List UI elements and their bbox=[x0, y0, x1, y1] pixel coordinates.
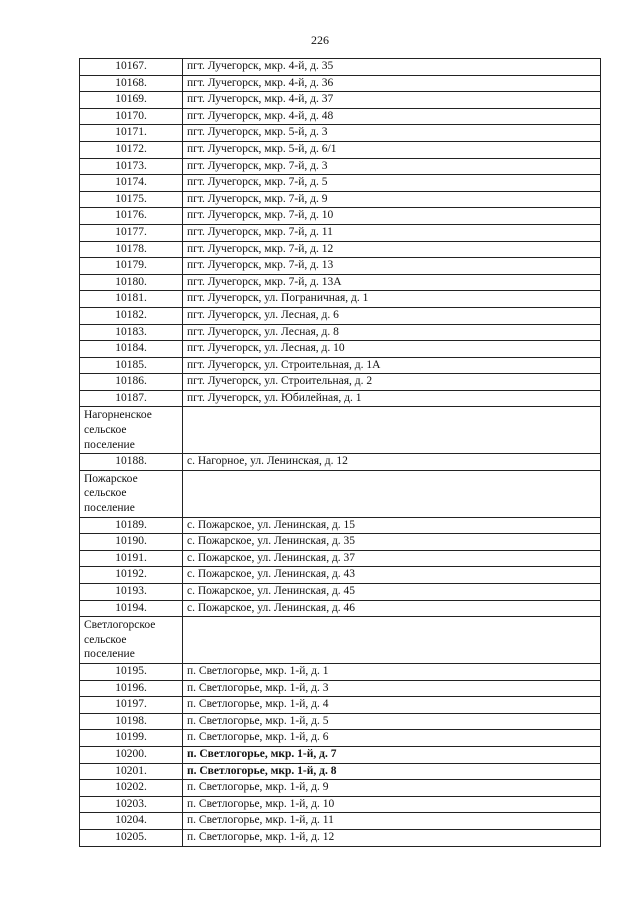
entry-number: 10192. bbox=[80, 567, 183, 584]
entry-address: пгт. Лучегорск, мкр. 4-й, д. 36 bbox=[183, 75, 601, 92]
entry-number: 10179. bbox=[80, 258, 183, 275]
entry-number: 10168. bbox=[80, 75, 183, 92]
entry-number: 10190. bbox=[80, 534, 183, 551]
section-empty-cell bbox=[183, 407, 601, 454]
entry-address: п. Светлогорье, мкр. 1-й, д. 3 bbox=[183, 680, 601, 697]
entry-address: п. Светлогорье, мкр. 1-й, д. 1 bbox=[183, 663, 601, 680]
entry-address: пгт. Лучегорск, ул. Строительная, д. 2 bbox=[183, 374, 601, 391]
table-row bbox=[80, 108, 601, 125]
entry-number: 10189. bbox=[80, 517, 183, 534]
section-title: Светлогорское сельское поселение bbox=[80, 617, 183, 664]
entry-number: 10178. bbox=[80, 241, 183, 258]
entry-number: 10177. bbox=[80, 224, 183, 241]
table-row bbox=[80, 75, 601, 92]
table-row bbox=[80, 92, 601, 109]
entry-number: 10174. bbox=[80, 175, 183, 192]
table-row bbox=[80, 224, 601, 241]
entry-address: пгт. Лучегорск, мкр. 7-й, д. 5 bbox=[183, 175, 601, 192]
entry-number: 10201. bbox=[80, 763, 183, 780]
entry-address: пгт. Лучегорск, ул. Лесная, д. 6 bbox=[183, 307, 601, 324]
table-row bbox=[80, 175, 601, 192]
entry-number: 10171. bbox=[80, 125, 183, 142]
entry-number: 10199. bbox=[80, 730, 183, 747]
table-row bbox=[80, 534, 601, 551]
address-table bbox=[79, 58, 601, 847]
table-row bbox=[80, 191, 601, 208]
entry-address: п. Светлогорье, мкр. 1-й, д. 5 bbox=[183, 713, 601, 730]
table-row bbox=[80, 59, 601, 76]
entry-address: п. Светлогорье, мкр. 1-й, д. 9 bbox=[183, 780, 601, 797]
entry-address: пгт. Лучегорск, ул. Строительная, д. 1А bbox=[183, 357, 601, 374]
table-row bbox=[80, 730, 601, 747]
entry-address: с. Пожарское, ул. Ленинская, д. 15 bbox=[183, 517, 601, 534]
entry-address: п. Светлогорье, мкр. 1-й, д. 6 bbox=[183, 730, 601, 747]
table-row bbox=[80, 454, 601, 471]
entry-address: п. Светлогорье, мкр. 1-й, д. 11 bbox=[183, 813, 601, 830]
entry-number: 10198. bbox=[80, 713, 183, 730]
table-row bbox=[80, 600, 601, 617]
section-title: Пожарское сельское поселение bbox=[80, 470, 183, 517]
table-row bbox=[80, 241, 601, 258]
entry-address: пгт. Лучегорск, мкр. 7-й, д. 3 bbox=[183, 158, 601, 175]
section-row bbox=[80, 617, 601, 664]
entry-number: 10172. bbox=[80, 141, 183, 158]
table-row bbox=[80, 141, 601, 158]
table-row bbox=[80, 341, 601, 358]
section-empty-cell bbox=[183, 470, 601, 517]
table-row bbox=[80, 584, 601, 601]
entry-address: п. Светлогорье, мкр. 1-й, д. 8 bbox=[183, 763, 601, 780]
entry-address: пгт. Лучегорск, мкр. 7-й, д. 9 bbox=[183, 191, 601, 208]
entry-number: 10169. bbox=[80, 92, 183, 109]
table-row bbox=[80, 258, 601, 275]
entry-address: пгт. Лучегорск, мкр. 5-й, д. 3 bbox=[183, 125, 601, 142]
entry-number: 10204. bbox=[80, 813, 183, 830]
table-row bbox=[80, 567, 601, 584]
section-title: Нагорненское сельское поселение bbox=[80, 407, 183, 454]
entry-address: п. Светлогорье, мкр. 1-й, д. 7 bbox=[183, 746, 601, 763]
table-row bbox=[80, 550, 601, 567]
table-row bbox=[80, 813, 601, 830]
entry-address: с. Пожарское, ул. Ленинская, д. 37 bbox=[183, 550, 601, 567]
entry-address: пгт. Лучегорск, мкр. 7-й, д. 13А bbox=[183, 274, 601, 291]
table-row bbox=[80, 763, 601, 780]
table-row bbox=[80, 374, 601, 391]
table-row bbox=[80, 291, 601, 308]
entry-address: п. Светлогорье, мкр. 1-й, д. 10 bbox=[183, 796, 601, 813]
entry-address: пгт. Лучегорск, мкр. 5-й, д. 6/1 bbox=[183, 141, 601, 158]
entry-number: 10183. bbox=[80, 324, 183, 341]
entry-address: с. Пожарское, ул. Ленинская, д. 45 bbox=[183, 584, 601, 601]
entry-address: п. Светлогорье, мкр. 1-й, д. 4 bbox=[183, 697, 601, 714]
entry-address: пгт. Лучегорск, мкр. 7-й, д. 11 bbox=[183, 224, 601, 241]
entry-number: 10170. bbox=[80, 108, 183, 125]
table-row bbox=[80, 357, 601, 374]
section-row bbox=[80, 407, 601, 454]
entry-address: пгт. Лучегорск, ул. Юбилейная, д. 1 bbox=[183, 390, 601, 407]
entry-number: 10200. bbox=[80, 746, 183, 763]
entry-number: 10175. bbox=[80, 191, 183, 208]
entry-number: 10195. bbox=[80, 663, 183, 680]
entry-number: 10186. bbox=[80, 374, 183, 391]
entry-number: 10205. bbox=[80, 829, 183, 846]
entry-address: с. Пожарское, ул. Ленинская, д. 35 bbox=[183, 534, 601, 551]
entry-number: 10181. bbox=[80, 291, 183, 308]
entry-number: 10191. bbox=[80, 550, 183, 567]
table-row bbox=[80, 663, 601, 680]
table-row bbox=[80, 390, 601, 407]
section-row bbox=[80, 470, 601, 517]
table-row bbox=[80, 697, 601, 714]
address-table-body bbox=[80, 59, 601, 847]
table-row bbox=[80, 746, 601, 763]
entry-address: пгт. Лучегорск, ул. Лесная, д. 8 bbox=[183, 324, 601, 341]
entry-number: 10176. bbox=[80, 208, 183, 225]
entry-address: пгт. Лучегорск, мкр. 7-й, д. 10 bbox=[183, 208, 601, 225]
entry-number: 10182. bbox=[80, 307, 183, 324]
entry-number: 10167. bbox=[80, 59, 183, 76]
table-row bbox=[80, 158, 601, 175]
entry-number: 10185. bbox=[80, 357, 183, 374]
table-row bbox=[80, 125, 601, 142]
table-row bbox=[80, 324, 601, 341]
entry-number: 10196. bbox=[80, 680, 183, 697]
entry-number: 10197. bbox=[80, 697, 183, 714]
entry-number: 10173. bbox=[80, 158, 183, 175]
table-row bbox=[80, 680, 601, 697]
entry-address: с. Пожарское, ул. Ленинская, д. 43 bbox=[183, 567, 601, 584]
entry-number: 10180. bbox=[80, 274, 183, 291]
table-row bbox=[80, 307, 601, 324]
entry-number: 10184. bbox=[80, 341, 183, 358]
table-row bbox=[80, 780, 601, 797]
entry-address: пгт. Лучегорск, мкр. 4-й, д. 48 bbox=[183, 108, 601, 125]
entry-number: 10188. bbox=[80, 454, 183, 471]
entry-number: 10203. bbox=[80, 796, 183, 813]
page-number: 226 bbox=[311, 33, 329, 47]
entry-address: п. Светлогорье, мкр. 1-й, д. 12 bbox=[183, 829, 601, 846]
table-row bbox=[80, 796, 601, 813]
entry-number: 10202. bbox=[80, 780, 183, 797]
entry-address: с. Пожарское, ул. Ленинская, д. 46 bbox=[183, 600, 601, 617]
table-row bbox=[80, 208, 601, 225]
entry-number: 10194. bbox=[80, 600, 183, 617]
entry-address: пгт. Лучегорск, мкр. 7-й, д. 13 bbox=[183, 258, 601, 275]
table-row bbox=[80, 713, 601, 730]
section-empty-cell bbox=[183, 617, 601, 664]
entry-address: пгт. Лучегорск, мкр. 4-й, д. 37 bbox=[183, 92, 601, 109]
entry-number: 10187. bbox=[80, 390, 183, 407]
entry-address: пгт. Лучегорск, мкр. 4-й, д. 35 bbox=[183, 59, 601, 76]
table-row bbox=[80, 517, 601, 534]
table-row bbox=[80, 829, 601, 846]
entry-address: пгт. Лучегорск, ул. Лесная, д. 10 bbox=[183, 341, 601, 358]
entry-number: 10193. bbox=[80, 584, 183, 601]
entry-address: пгт. Лучегорск, мкр. 7-й, д. 12 bbox=[183, 241, 601, 258]
entry-address: пгт. Лучегорск, ул. Пограничная, д. 1 bbox=[183, 291, 601, 308]
table-row bbox=[80, 274, 601, 291]
entry-address: с. Нагорное, ул. Ленинская, д. 12 bbox=[183, 454, 601, 471]
